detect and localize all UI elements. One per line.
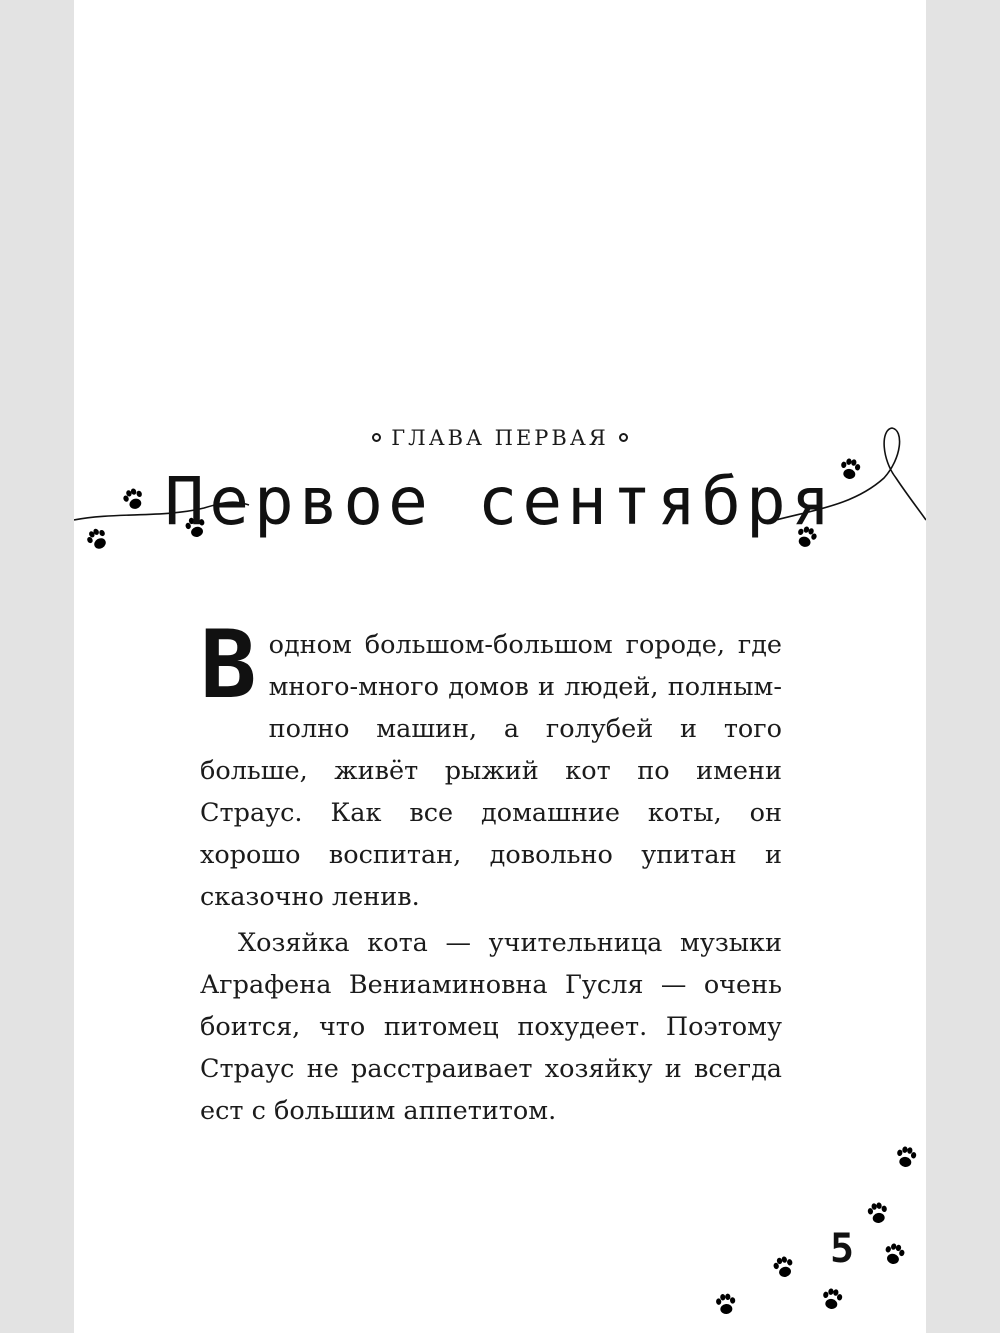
paragraph-2: Хозяйка кота — учительница музыки Аграфена Вениаминовна Гусля — очень боится, что питомец похудеет. Поэтому Страус не расстраивает хозяйку и всегда ест с большим аппетитом.	[200, 928, 782, 1126]
page-number: 5	[830, 1226, 855, 1272]
paragraph-1	[200, 611, 782, 918]
chapter-title: Первое сентября	[164, 463, 836, 540]
paw-print-icon	[715, 1293, 736, 1315]
paw-print-icon	[867, 1201, 889, 1224]
ornament-dot-icon	[372, 433, 381, 442]
paw-print-icon	[895, 1145, 917, 1168]
drop-cap: В	[200, 611, 257, 720]
paw-print-icon	[821, 1287, 843, 1310]
body-text	[200, 611, 782, 1132]
chapter-label-text: ГЛАВА ПЕРВАЯ	[391, 426, 609, 450]
paw-print-icon	[882, 1242, 906, 1266]
paragraph-1-text: одном большом-большом городе, где много-много домов и людей, полным-полно машин, а голубей и того больше, живёт рыжий кот по имени Страус. Как все домашние коты, он хорошо воспитан, довольно упитан и сказочно ленив.	[200, 630, 782, 912]
book-page	[74, 0, 926, 1333]
paw-print-icon	[772, 1255, 796, 1279]
chapter-label	[74, 426, 926, 450]
ornament-dot-icon	[619, 433, 628, 442]
